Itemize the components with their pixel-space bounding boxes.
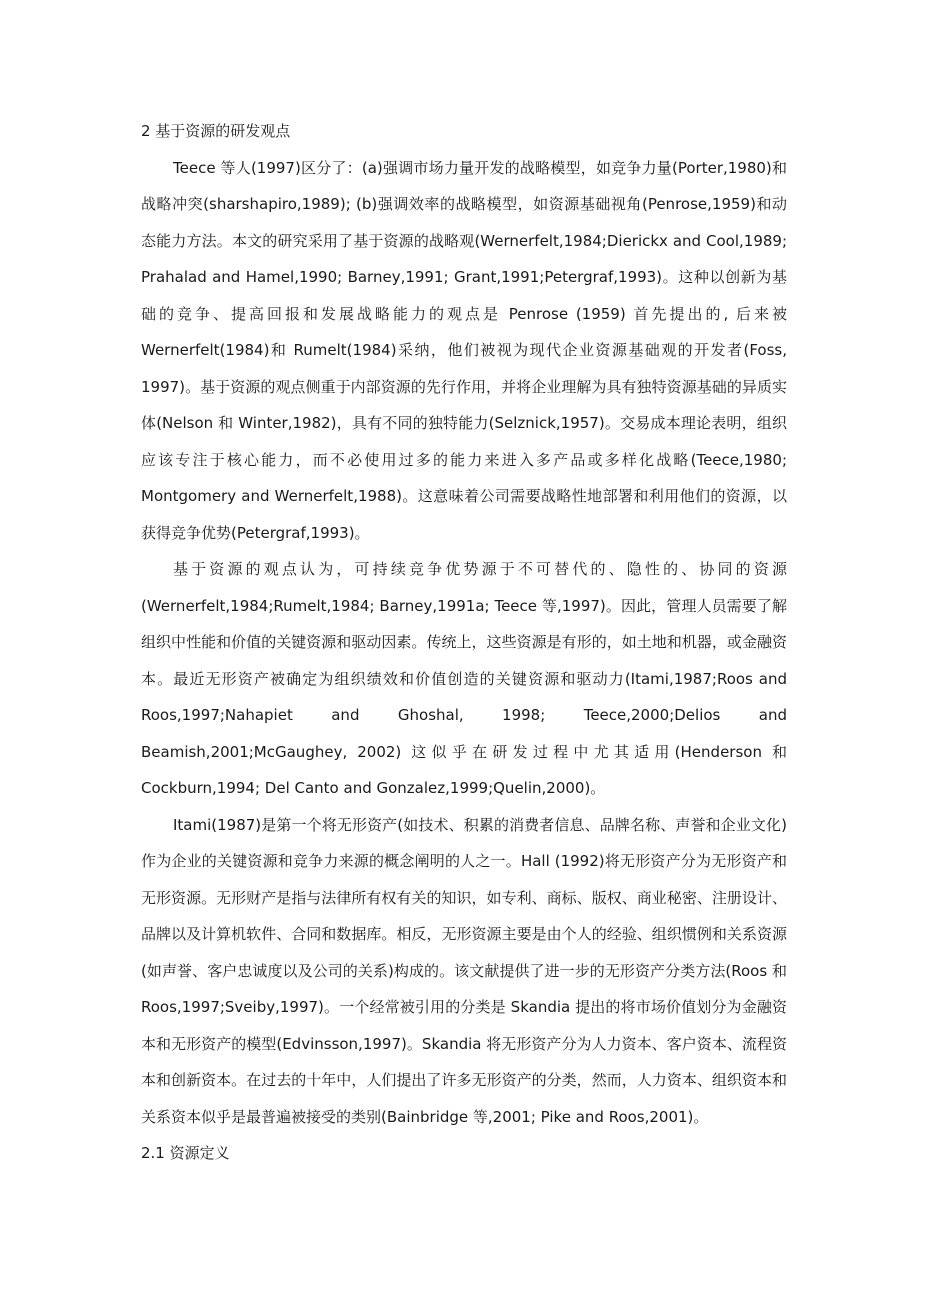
document-page	[141, 113, 787, 1172]
paragraph-teece: Teece 等人(1997)区分了：(a)强调市场力量开发的战略模型，如竞争力量(Porter,1980)和战略冲突(sharshapiro,1989); (b)强调效率的战略模型，如资源基础视角(Penrose,1959)和动态能力方法。本文的研究采用了基于资源的战略观(Wernerfelt,1984;Dierickx and Cool,1989; Prahalad and Hamel,1990; Barney,1991; Grant,1991;Petergraf,1993)。这种以创新为基础的竞争、提高回报和发展战略能力的观点是 Penrose (1959) 首先提出的, 后来被 Wernerfelt(1984)和 Rumelt(1984)采纳，他们被视为现代企业资源基础观的开发者(Foss, 1997)。基于资源的观点侧重于内部资源的先行作用，并将企业理解为具有独特资源基础的异质实体(Nelson 和 Winter,1982)，具有不同的独特能力(Selznick,1957)。交易成本理论表明，组织应该专注于核心能力，而不必使用过多的能力来进入多产品或多样化战略(Teece,1980; Montgomery and Wernerfelt,1988)。这意味着公司需要战略性地部署和利用他们的资源，以获得竞争优势(Petergraf,1993)。	[141, 158, 787, 542]
paragraph-itami: Itami(1987)是第一个将无形资产(如技术、积累的消费者信息、品牌名称、声誉和企业文化)作为企业的关键资源和竞争力来源的概念阐明的人之一。Hall (1992)将无形资产分为无形资产和无形资源。无形财产是指与法律所有权有关的知识，如专利、商标、版权、商业秘密、注册设计、品牌以及计算机软件、合同和数据库。相反，无形资源主要是由个人的经验、组织惯例和关系资源(如声誉、客户忠诚度以及公司的关系)构成的。该文献提供了进一步的无形资产分类方法(Roos 和 Roos,1997;Sveiby,1997)。一个经常被引用的分类是 Skandia 提出的将市场价值划分为金融资本和无形资产的模型(Edvinsson,1997)。Skandia 将无形资产分为人力资本、客户资本、流程资本和创新资本。在过去的十年中，人们提出了许多无形资产的分类，然而，人力资本、组织资本和关系资本似乎是最普遍被接受的类别(Bainbridge 等,2001; Pike and Roos,2001)。	[141, 815, 787, 1126]
paragraph-resource-view: 基于资源的观点认为，可持续竞争优势源于不可替代的、隐性的、协同的资源(Wernerfelt,1984;Rumelt,1984; Barney,1991a; Teece 等,1997)。因此，管理人员需要了解组织中性能和价值的关键资源和驱动因素。传统上，这些资源是有形的，如土地和机器，或金融资本。最近无形资产被确定为组织绩效和价值创造的关键资源和驱动力(Itami,1987;Roos and Roos,1997;Nahapiet and Ghoshal, 1998; Teece,2000;Delios and Beamish,2001;McGaughey, 2002) 这似乎在研发过程中尤其适用(Henderson 和 Cockburn,1994; Del Canto and Gonzalez,1999;Quelin,2000)。	[141, 560, 787, 797]
subsection-heading: 2.1 资源定义	[141, 1144, 230, 1162]
section-heading: 2 基于资源的研发观点	[141, 122, 291, 140]
